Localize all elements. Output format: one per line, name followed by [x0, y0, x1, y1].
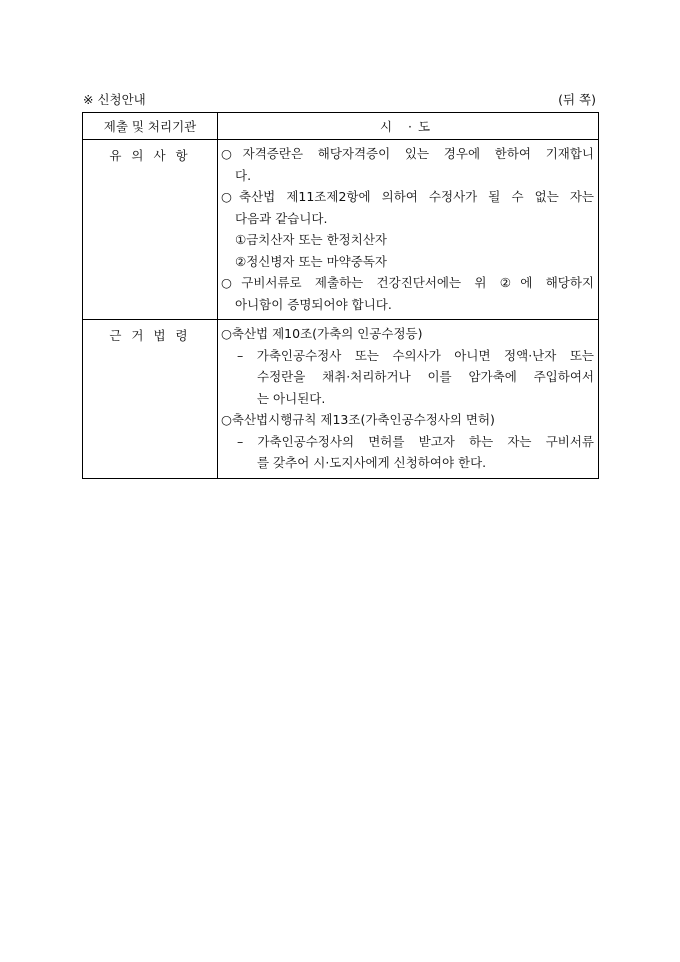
- notes-line: 아니함이 증명되어야 합니다.: [235, 296, 392, 312]
- submission-agency-label: 제출 및 처리기관: [83, 113, 218, 140]
- table-header-row: [83, 113, 599, 140]
- legal-basis-line: – 가축인공수정사의 면허를 받고자 하는 자는 구비서류: [237, 433, 594, 449]
- guide-header: [83, 90, 598, 108]
- application-guide-title: ※ 신청안내: [83, 92, 146, 107]
- notes-label: 유 의 사 항: [109, 148, 191, 163]
- application-guide-table: [82, 112, 599, 479]
- notes-line: ①금치산자 또는 한정치산자: [235, 232, 387, 247]
- notes-content: [218, 140, 599, 320]
- notes-line: ○축산법 제11조제2항에 의하여 수정사가 될 수 없는 자는: [221, 189, 594, 204]
- notes-line: 다음과 같습니다.: [235, 210, 328, 226]
- submission-agency-value: 시 ·도: [218, 113, 599, 140]
- table-row-legal-basis: [83, 320, 599, 479]
- legal-basis-line: 수정란을 채취·처리하거나 이를 암가축에 주입하여서: [257, 369, 594, 384]
- table-row-notes: [83, 140, 599, 320]
- notes-line: ○자격증란은 해당자격증이 있는 경우에 한하여 기재합니: [221, 146, 594, 161]
- legal-basis-line: ○축산법 제10조(가축의 인공수정등): [221, 326, 423, 341]
- legal-basis-line: ○축산법시행규칙 제13조(가축인공수정사의 면허): [221, 412, 495, 427]
- notes-line: ②정신병자 또는 마약중독자: [235, 253, 387, 269]
- legal-basis-label-cell: [83, 320, 218, 479]
- legal-basis-line: – 가축인공수정사 또는 수의사가 아니면 정액·난자 또는: [237, 347, 594, 363]
- legal-basis-content: [218, 320, 599, 479]
- page-side-label: (뒤 쪽): [558, 92, 596, 107]
- notes-label-cell: [83, 140, 218, 320]
- legal-basis-line: 를 갖추어 시·도지사에게 신청하여야 한다.: [257, 455, 487, 470]
- legal-basis-line: 는 아니된다.: [257, 390, 326, 406]
- notes-line: ○구비서류로 제출하는 건강진단서에는 위 ②에 해당하지: [221, 275, 594, 290]
- notes-line: 다.: [235, 167, 252, 183]
- legal-basis-label: 근 거 법 령: [109, 328, 191, 343]
